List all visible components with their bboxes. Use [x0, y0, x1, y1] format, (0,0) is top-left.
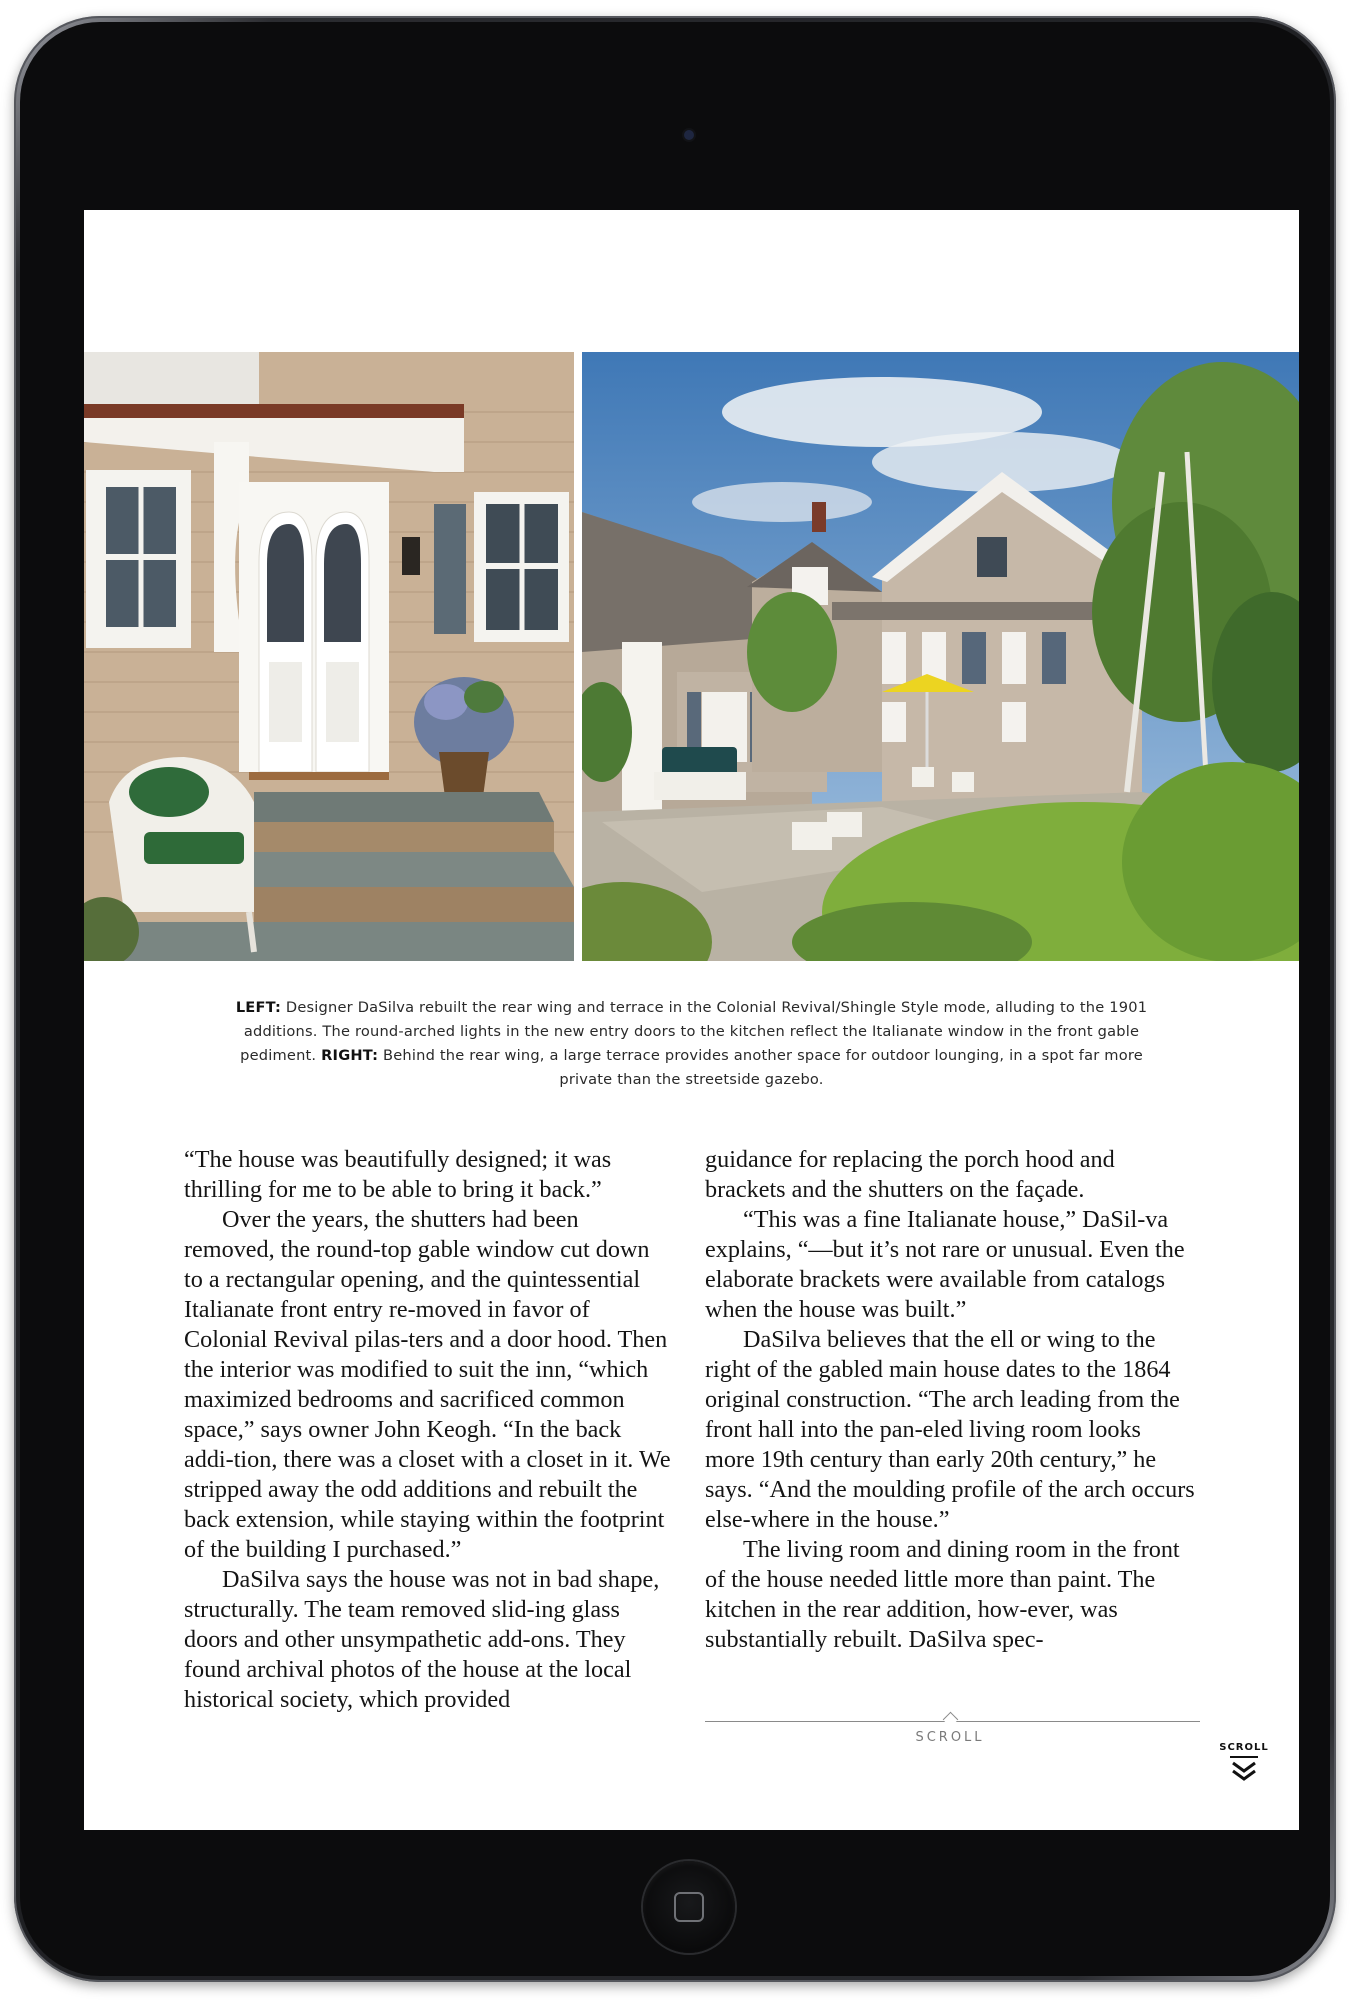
- caption-right-text: Behind the rear wing, a large terrace provides another space for outdoor lounging, in a spot far more private than the streetside gazebo.: [378, 1047, 1143, 1088]
- caption-left-label: LEFT:: [235, 999, 282, 1016]
- photo-caption: [234, 996, 1149, 1092]
- home-button[interactable]: [643, 1861, 735, 1953]
- paragraph: guidance for replacing the porch hood and brackets and the shutters on the façade.: [705, 1146, 1115, 1203]
- scroll-caret-icon: [943, 1712, 959, 1728]
- paragraph: DaSilva believes that the ell or wing to the right of the gabled main house dates to the 1864 original construction. “The arch leading from the front hall into the pan-eled living room looks more 19th century than early 20th century,” he says. “And the moulding profile of the arch occurs else-where in the house.”: [705, 1326, 1195, 1533]
- caption-left-text: Designer DaSilva rebuilt the rear wing and terrace in the Colonial Revival/Shingle Style mode, alluding to the 1901 additions. The round-arched lights in the new entry doors to the kitchen reflect the Italianate window in the front gable pediment.: [240, 999, 1148, 1064]
- photo-rear-entry: [84, 352, 574, 961]
- reader-screen: [84, 210, 1299, 1830]
- scroll-hint-label: SCROLL: [915, 1730, 985, 1745]
- home-button-icon: [674, 1892, 704, 1922]
- front-camera: [684, 130, 694, 140]
- photo-rear-terrace: [582, 352, 1299, 961]
- double-chevron-down-icon: [1229, 1756, 1259, 1784]
- scroll-corner-button[interactable]: [1216, 1742, 1272, 1784]
- tablet-frame: [14, 16, 1336, 1982]
- caption-right-label: RIGHT:: [321, 1047, 379, 1064]
- article-column-left: [184, 1145, 674, 1715]
- article-column-right: [705, 1145, 1195, 1655]
- paragraph: DaSilva says the house was not in bad shape, structurally. The team removed slid-ing glass doors and other unsympathetic add-ons. They found archival photos of the house at the local historical society, which provided: [184, 1566, 660, 1713]
- paragraph: Over the years, the shutters had been removed, the round-top gable window cut down to a rectangular opening, and the quintessential Italianate front entry re-moved in favor of Colonial Revival pilas-ters and a door hood. Then the interior was modified to suit the inn, “which maximized bedrooms and sacrificed common space,” says owner John Keogh. “In the back addi-tion, there was a closet with a closet in it. We stripped away the odd additions and rebuilt the back extension, while staying within the footprint of the building I purchased.”: [184, 1206, 671, 1563]
- scroll-corner-label: SCROLL: [1219, 1742, 1269, 1753]
- paragraph: “This was a fine Italianate house,” DaSil-va explains, “—but it’s not rare or unusual. Even the elaborate brackets were available from catalogs when the house was built.”: [705, 1206, 1185, 1323]
- paragraph: “The house was beautifully designed; it was thrilling for me to be able to bring it back.”: [184, 1146, 612, 1203]
- paragraph: The living room and dining room in the front of the house needed little more than paint. The kitchen in the rear addition, how-ever, was substantially rebuilt. DaSilva spec-: [705, 1536, 1180, 1653]
